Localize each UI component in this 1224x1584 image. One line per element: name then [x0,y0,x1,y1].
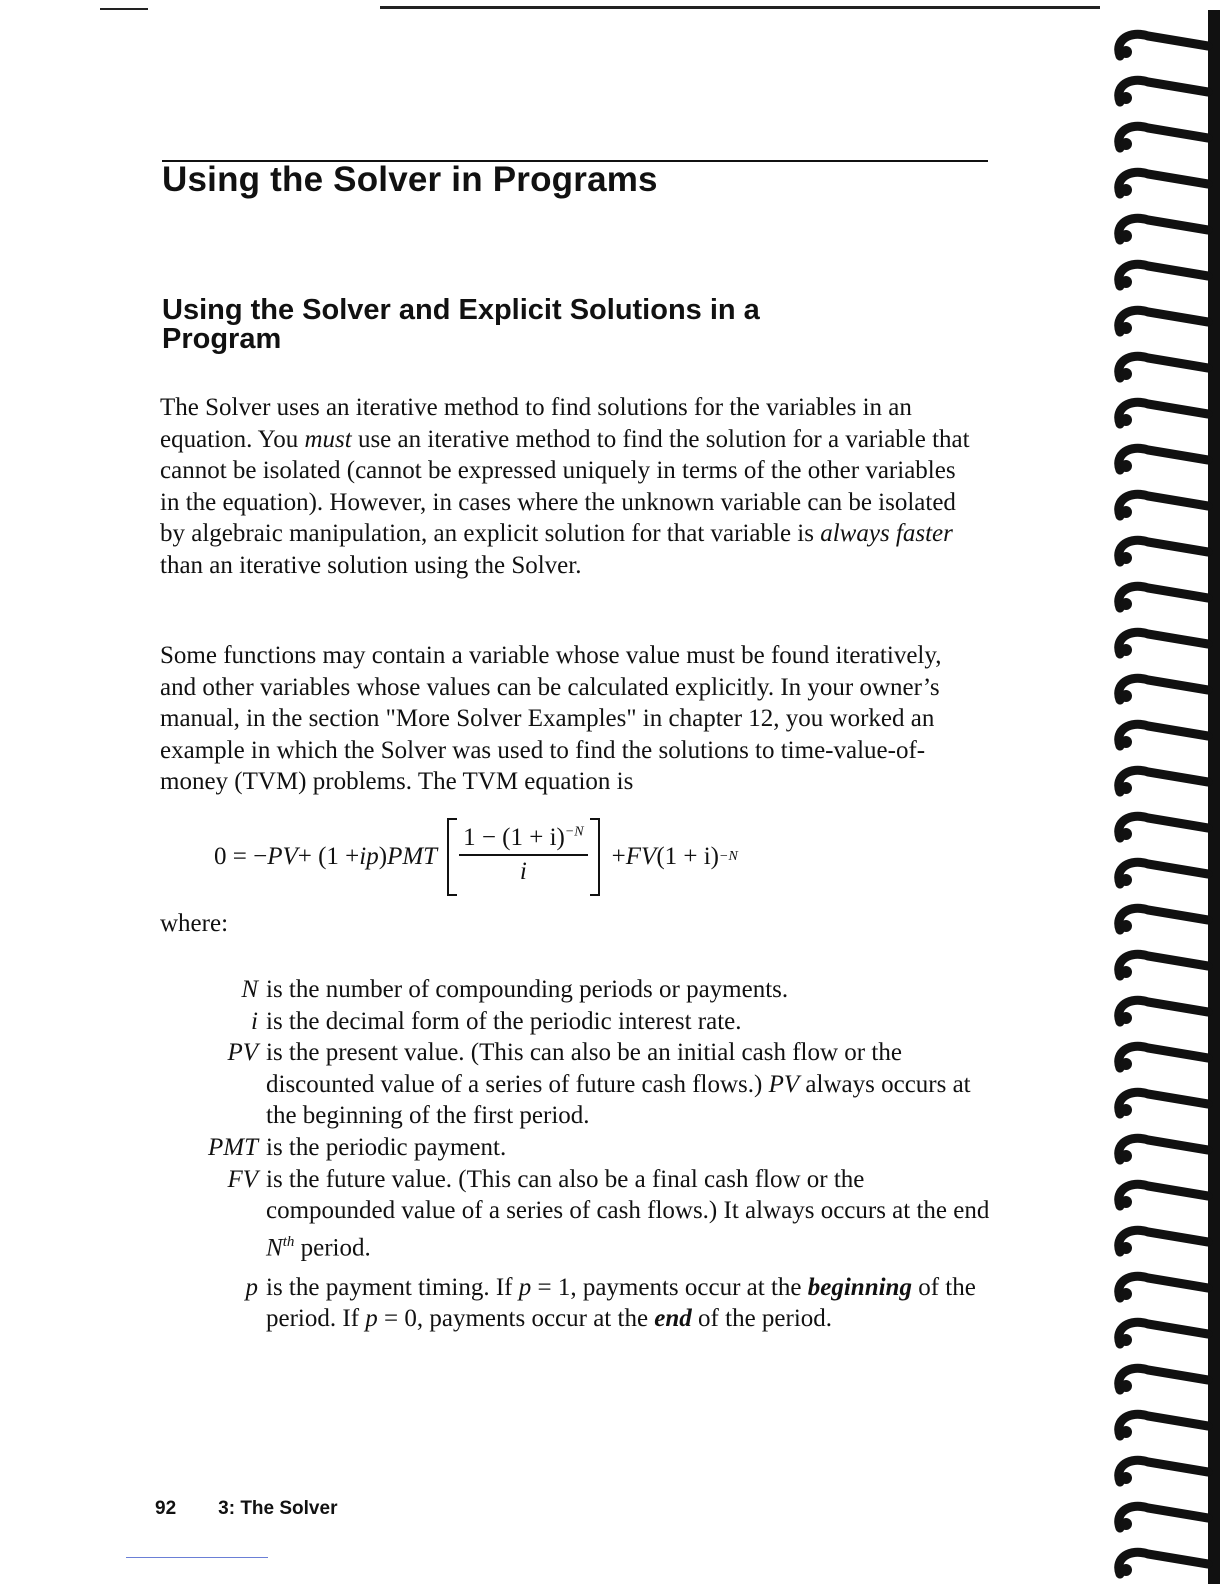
binding-coil [1119,218,1208,240]
def-p-beginning: beginning [807,1273,912,1301]
def-p-text-c: of the period. If [266,1273,976,1333]
para1-text-b: use an iterative method to find the solution for a variable that cannot be isolated (cannot be expressed uniquely in terms of the other variables in the equation). However, in cases where the unknown variable can be isolated by algebraic manipulation, an explicit solution for that variable is [160,425,970,548]
definition-symbol: PV [227,1039,258,1067]
binding-hole [1120,966,1132,978]
binding-coil [1119,1276,1208,1298]
binding-coil [1119,310,1208,332]
binding-hole [1120,1518,1132,1530]
eq-pmt: PMT [387,843,438,870]
page-footer [155,1498,337,1520]
binding-hole [1120,1472,1132,1484]
binding-hole [1120,1288,1132,1300]
binding-coil [1119,816,1208,838]
def-fv-text-b: period. [294,1234,371,1262]
where-label: where: [160,910,229,937]
definition-text: is the decimal form of the periodic interest rate. [266,1007,742,1035]
binding-hole [1120,1334,1132,1346]
def-pv-text-a: is the present value. (This can also be an initial cash flow or the discounted value of a series of future cash flows.) [266,1039,902,1098]
def-p-text-a: is the payment timing. If [266,1273,519,1301]
binding-hole [1120,414,1132,426]
binding-coil [1119,1230,1208,1252]
scan-edge-line [380,6,1100,9]
definition-item [160,1272,990,1335]
binding-coil [1119,1046,1208,1068]
definition-text: is the periodic payment. [266,1133,507,1161]
definition-symbol: p [245,1273,258,1301]
binding-hole [1120,1196,1132,1208]
binding-hole [1120,1564,1132,1576]
definition-text: is the number of compounding periods or payments. [266,976,789,1003]
binding-hole [1120,92,1132,104]
def-p-text-b: = 1, payments occur at the [531,1273,808,1301]
binding-hole [1120,598,1132,610]
scan-edge-line [126,1557,268,1558]
definition-text [266,1164,990,1264]
definition-symbol: N [241,976,258,1003]
tvm-equation [214,818,738,896]
eq-numerator [459,824,588,856]
paragraph-tvm-intro: Some functions may contain a variable whose value must be found iteratively, and other variables whose values can be calculated explicitly. In your owner’s manual, in the section "More Solver Examples" in chapter 12, you worked an example in which the Solver was used to find the solutions to time-value-of-money (TVM) problems. The TVM equation is [160,642,942,796]
binding-coil [1119,1414,1208,1436]
binding-coil [1119,1092,1208,1114]
binding-coil [1119,1368,1208,1390]
binding-hole [1120,644,1132,656]
binding-coil [1119,1322,1208,1344]
definition-symbol: PMT [208,1133,258,1161]
binding-coil [1119,264,1208,286]
para1-text-c: than an iterative solution using the Solver. [160,551,582,579]
definition-item [160,974,990,1006]
binding-coil [1119,678,1208,700]
binding-coil [1119,402,1208,424]
def-pv-em: PV [768,1070,800,1098]
binding-hole [1120,460,1132,472]
eq-fv: FV [625,843,657,870]
binding-hole [1120,1242,1132,1254]
scan-edge-line [100,8,148,10]
binding-coil [1119,1460,1208,1482]
binding-hole [1120,1426,1132,1438]
binding-hole [1120,874,1132,886]
para1-emphasis-always-faster: always faster [820,520,953,548]
binding-coil [1119,172,1208,194]
binding-hole [1120,552,1132,564]
binding-coil [1119,862,1208,884]
eq-numerator-text: 1 − (1 + i) [463,824,565,851]
binding-hole [1120,828,1132,840]
binding-hole [1120,276,1132,288]
definition-symbol: i [251,1007,258,1035]
definition-text [266,1272,990,1335]
binding-coil [1119,1184,1208,1206]
binding-hole [1120,368,1132,380]
binding-coil [1119,586,1208,608]
definition-symbol: FV [227,1165,258,1193]
binding-hole [1120,1012,1132,1024]
binding-coil [1119,356,1208,378]
section-title: Using the Solver in Programs [162,160,658,199]
eq-ip: ip [359,843,379,870]
binding-coil [1119,1000,1208,1022]
binding-hole [1120,322,1132,334]
para1-text-a: The Solver uses an iterative method to find solutions for the variables in an equation. You [160,394,912,453]
binding-hole [1120,782,1132,794]
binding-coil [1119,494,1208,516]
binding-hole [1120,1058,1132,1070]
def-p-var1: p [518,1273,532,1301]
eq-bracket [447,818,600,896]
page-number: 92 [155,1498,177,1519]
binding-hole [1120,1380,1132,1392]
definition-text [266,1037,990,1132]
binding-coil [1119,1552,1208,1574]
eq-close1: ) [378,843,388,870]
binding-hole [1120,1104,1132,1116]
binding-hole [1120,690,1132,702]
binding-coil [1119,908,1208,930]
eq-fraction [459,824,588,886]
subsection-title [162,296,882,354]
def-p-text-d: = 0, payments occur at the [377,1305,655,1333]
eq-numerator-exp: −N [564,824,584,840]
eq-pv: PV [267,843,298,870]
chapter-label: 3: The Solver [218,1498,338,1519]
binding-coil [1119,80,1208,102]
eq-plus1: + (1 + [297,843,360,870]
binding-hole [1120,1150,1132,1162]
para1-emphasis-must: must [304,425,352,453]
spiral-binding-icon [1044,0,1224,1584]
binding-coil [1119,954,1208,976]
binding-hole [1120,184,1132,196]
eq-denominator: i [519,858,527,885]
eq-tail: (1 + i) [656,843,720,870]
def-fv-sup: th [282,1233,295,1250]
subsection-title-line1: Using the Solver and Explicit Solutions in a [162,294,760,326]
binding-coil [1119,724,1208,746]
binding-coil [1119,540,1208,562]
definition-item [160,1006,990,1038]
def-p-end: end [654,1305,692,1333]
binding-coil [1119,34,1208,56]
binding-hole [1120,230,1132,242]
binding-hole [1120,920,1132,932]
eq-tail-exp: −N [719,849,738,864]
binding-coil [1119,1506,1208,1528]
binding-hole [1120,46,1132,58]
def-p-var2: p [365,1305,378,1333]
binding-hole [1120,736,1132,748]
def-fv-text-a: is the future value. (This can also be a final cash flow or the compounded value of a series of cash flows.) It always occurs at the end [266,1165,990,1225]
binding-coil [1119,126,1208,148]
definition-item [160,1037,990,1132]
def-pv-text-b: always occurs at the beginning of the first period. [266,1070,971,1130]
binding-coil [1119,448,1208,470]
definition-item [160,1132,990,1164]
definition-list [160,974,990,1335]
binding-coil [1119,1138,1208,1160]
binding-hole [1120,138,1132,150]
binding-coil [1119,770,1208,792]
def-fv-em: N [266,1234,283,1262]
subsection-title-line2: Program [162,323,282,355]
eq-plus2: + [611,843,626,870]
binding-coil [1119,632,1208,654]
paragraph-iterative-method [160,392,980,582]
def-p-text-e: of the period. [691,1305,833,1333]
binding-hole [1120,506,1132,518]
eq-lhs: 0 = − [214,843,268,870]
definition-item [160,1164,990,1264]
